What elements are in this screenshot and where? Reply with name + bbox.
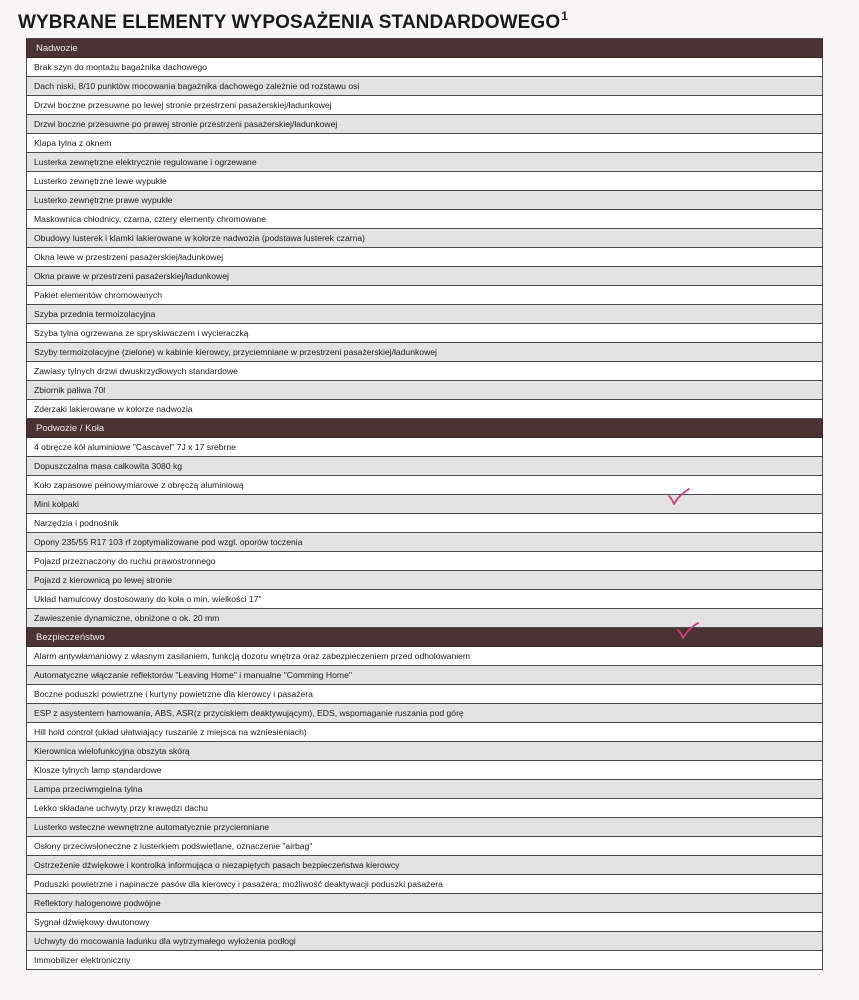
row-text: Drzwi boczne przesuwne po prawej stronie przestrzeni pasażerskiej/ładunkowej: [34, 119, 338, 129]
row-text: Pakiet elementów chromowanych: [34, 290, 163, 300]
row-text: Kierownica wielofunkcyjna obszyta skórą: [34, 746, 190, 756]
row-text: Klosze tylnych lamp standardowe: [34, 765, 162, 775]
table-row: [26, 951, 823, 970]
row-text: Lusterka zewnętrzne elektrycznie regulowane i ogrzewane: [34, 157, 257, 167]
table-row: [26, 856, 823, 875]
table-row: [26, 533, 823, 552]
row-text: Hill hold control (układ ułatwiający ruszanie z miejsca na wzniesieniach): [34, 727, 307, 737]
row-text: Boczne poduszki powietrzne i kurtyny powietrzne dla kierowcy i pasażera: [34, 689, 313, 699]
row-text: Automatyczne włączanie reflektorów "Leaving Home" i manualne "Comming Home": [34, 670, 352, 680]
table-row: [26, 77, 823, 96]
table-row: [26, 457, 823, 476]
row-text: Mini kołpaki: [34, 499, 79, 509]
row-text: Osłony przeciwsłoneczne z lusterkiem podświetlane, oznaczenie "airbag": [34, 841, 313, 851]
table-row: [26, 590, 823, 609]
section-header: Bezpieczeństwo: [26, 628, 823, 647]
row-text: Szyby termoizolacyjne (zielone) w kabinie kierowcy, przyciemniane w przestrzeni pasażerskiej/ładunkowej: [34, 347, 437, 357]
table-row: [26, 343, 823, 362]
title-footnote-marker: 1: [561, 9, 568, 23]
row-text: Lusterko wsteczne wewnętrzne automatycznie przyciemniane: [34, 822, 270, 832]
table-row: [26, 685, 823, 704]
table-row: [26, 666, 823, 685]
row-text: Pojazd z kierownicą po lewej stronie: [34, 575, 173, 585]
section-header: Podwozie / Koła: [26, 419, 823, 438]
row-text: Ostrzeżenie dźwiękowe i kontrolka informująca o niezapiętych pasach bezpieczeństwa kierowcy: [34, 860, 400, 870]
table-row: [26, 115, 823, 134]
row-text: Lusterko zewnętrzne prawe wypukłe: [34, 195, 173, 205]
table-row: [26, 571, 823, 590]
table-row: [26, 153, 823, 172]
table-row: [26, 799, 823, 818]
table-row: [26, 305, 823, 324]
table-row: [26, 381, 823, 400]
row-text: Immobilizer elektroniczny: [34, 955, 131, 965]
table-row: [26, 609, 823, 628]
row-text: Obudowy lusterek i klamki lakierowane w kolorze nadwozia (podstawa lusterek czarna): [34, 233, 366, 243]
table-row: [26, 210, 823, 229]
row-text: Zawiasy tylnych drzwi dwuskrzydłowych standardowe: [34, 366, 238, 376]
table-row: [26, 286, 823, 305]
row-text: Zderzaki lakierowane w kolorze nadwozia: [34, 404, 193, 414]
row-text: Okna lewe w przestrzeni pasażerskiej/ładunkowej: [34, 252, 224, 262]
row-text: Pojazd przeznaczony do ruchu prawostronnego: [34, 556, 216, 566]
row-text: Opony 235/55 R17 103 rf zoptymalizowane pod wzgl. oporów toczenia: [34, 537, 303, 547]
row-text: Układ hamulcowy dostosowany do koła o min. wielkości 17": [34, 594, 262, 604]
table-row: [26, 761, 823, 780]
document-title: [18, 4, 568, 35]
row-text: Koło zapasowe pełnowymiarowe z obręczą aluminiową: [34, 480, 244, 490]
row-text: Lekko składane uchwyty przy krawędzi dachu: [34, 803, 208, 813]
table-row: [26, 324, 823, 343]
table-row: [26, 780, 823, 799]
row-text: Reflektory halogenowe podwójne: [34, 898, 161, 908]
row-text: Lusterko zewnętrzne lewe wypukłe: [34, 176, 167, 186]
table-row: [26, 742, 823, 761]
row-text: Drzwi boczne przesuwne po lewej stronie przestrzeni pasażerskiej/ładunkowej: [34, 100, 332, 110]
table-row: [26, 362, 823, 381]
table-row: [26, 704, 823, 723]
table-row: [26, 400, 823, 419]
table-row: [26, 913, 823, 932]
table-row: [26, 932, 823, 951]
row-text: Narzędzia i podnośnik: [34, 518, 119, 528]
row-text: Poduszki powietrzne i napinacze pasów dla kierowcy i pasażera; możliwość deaktywacji poduszki pasażera: [34, 879, 443, 889]
row-text: Sygnał dźwiękowy dwutonowy: [34, 917, 150, 927]
row-text: Lampa przeciwmgielna tylna: [34, 784, 143, 794]
handwritten-check-icon: [667, 487, 691, 507]
table-row: [26, 134, 823, 153]
table-row: [26, 894, 823, 913]
table-row: [26, 476, 823, 495]
row-text: 4 obręcze kół aluminiowe "Cascavel" 7J x 17 srebrne: [34, 442, 236, 452]
row-text: Dach niski, 8/10 punktów mocowania bagażnika dachowego zależnie od rozstawu osi: [34, 81, 360, 91]
row-text: Dopuszczalna masa całkowita 3080 kg: [34, 461, 183, 471]
row-text: Alarm antywłamaniowy z własnym zasilaniem, funkcją dozoru wnętrza oraz zabezpieczeniem przed odholowaniem: [34, 651, 471, 661]
row-text: Szyba przednia termoizolacyjna: [34, 309, 156, 319]
table-row: [26, 495, 823, 514]
equipment-table: [26, 38, 823, 970]
table-row: [26, 267, 823, 286]
row-text: Okna prawe w przestrzeni pasażerskiej/ładunkowej: [34, 271, 229, 281]
table-row: [26, 248, 823, 267]
table-row: [26, 514, 823, 533]
row-text: Klapa tylna z oknem: [34, 138, 112, 148]
table-row: [26, 875, 823, 894]
table-row: [26, 723, 823, 742]
row-text: Uchwyty do mocowania ładunku dla wytrzymałego wyłożenia podłogi: [34, 936, 296, 946]
table-row: [26, 229, 823, 248]
table-row: [26, 552, 823, 571]
row-text: Szyba tylna ogrzewana ze spryskiwaczem i wycieraczką: [34, 328, 249, 338]
row-text: Brak szyn do montażu bagażnika dachowego: [34, 62, 207, 72]
table-row: [26, 647, 823, 666]
row-text: ESP z asystentem hamowania, ABS, ASR(z przyciskiem deaktywującym), EDS, wspomaganie ruszania pod górę: [34, 708, 464, 718]
table-row: [26, 191, 823, 210]
row-text: Maskownica chłodnicy, czarna, cztery elementy chromowane: [34, 214, 266, 224]
table-row: [26, 438, 823, 457]
table-row: [26, 96, 823, 115]
document-title-text: WYBRANE ELEMENTY WYPOSAŻENIA STANDARDOWEGO: [18, 12, 561, 33]
section-header: Nadwozie: [26, 39, 823, 58]
row-text: Zbiornik paliwa 70l: [34, 385, 106, 395]
table-row: [26, 837, 823, 856]
table-row: [26, 58, 823, 77]
table-row: [26, 172, 823, 191]
table-row: [26, 818, 823, 837]
row-text: Zawieszenie dynamiczne, obniżone o ok. 20 mm: [34, 613, 220, 623]
handwritten-check-icon: [676, 621, 700, 641]
